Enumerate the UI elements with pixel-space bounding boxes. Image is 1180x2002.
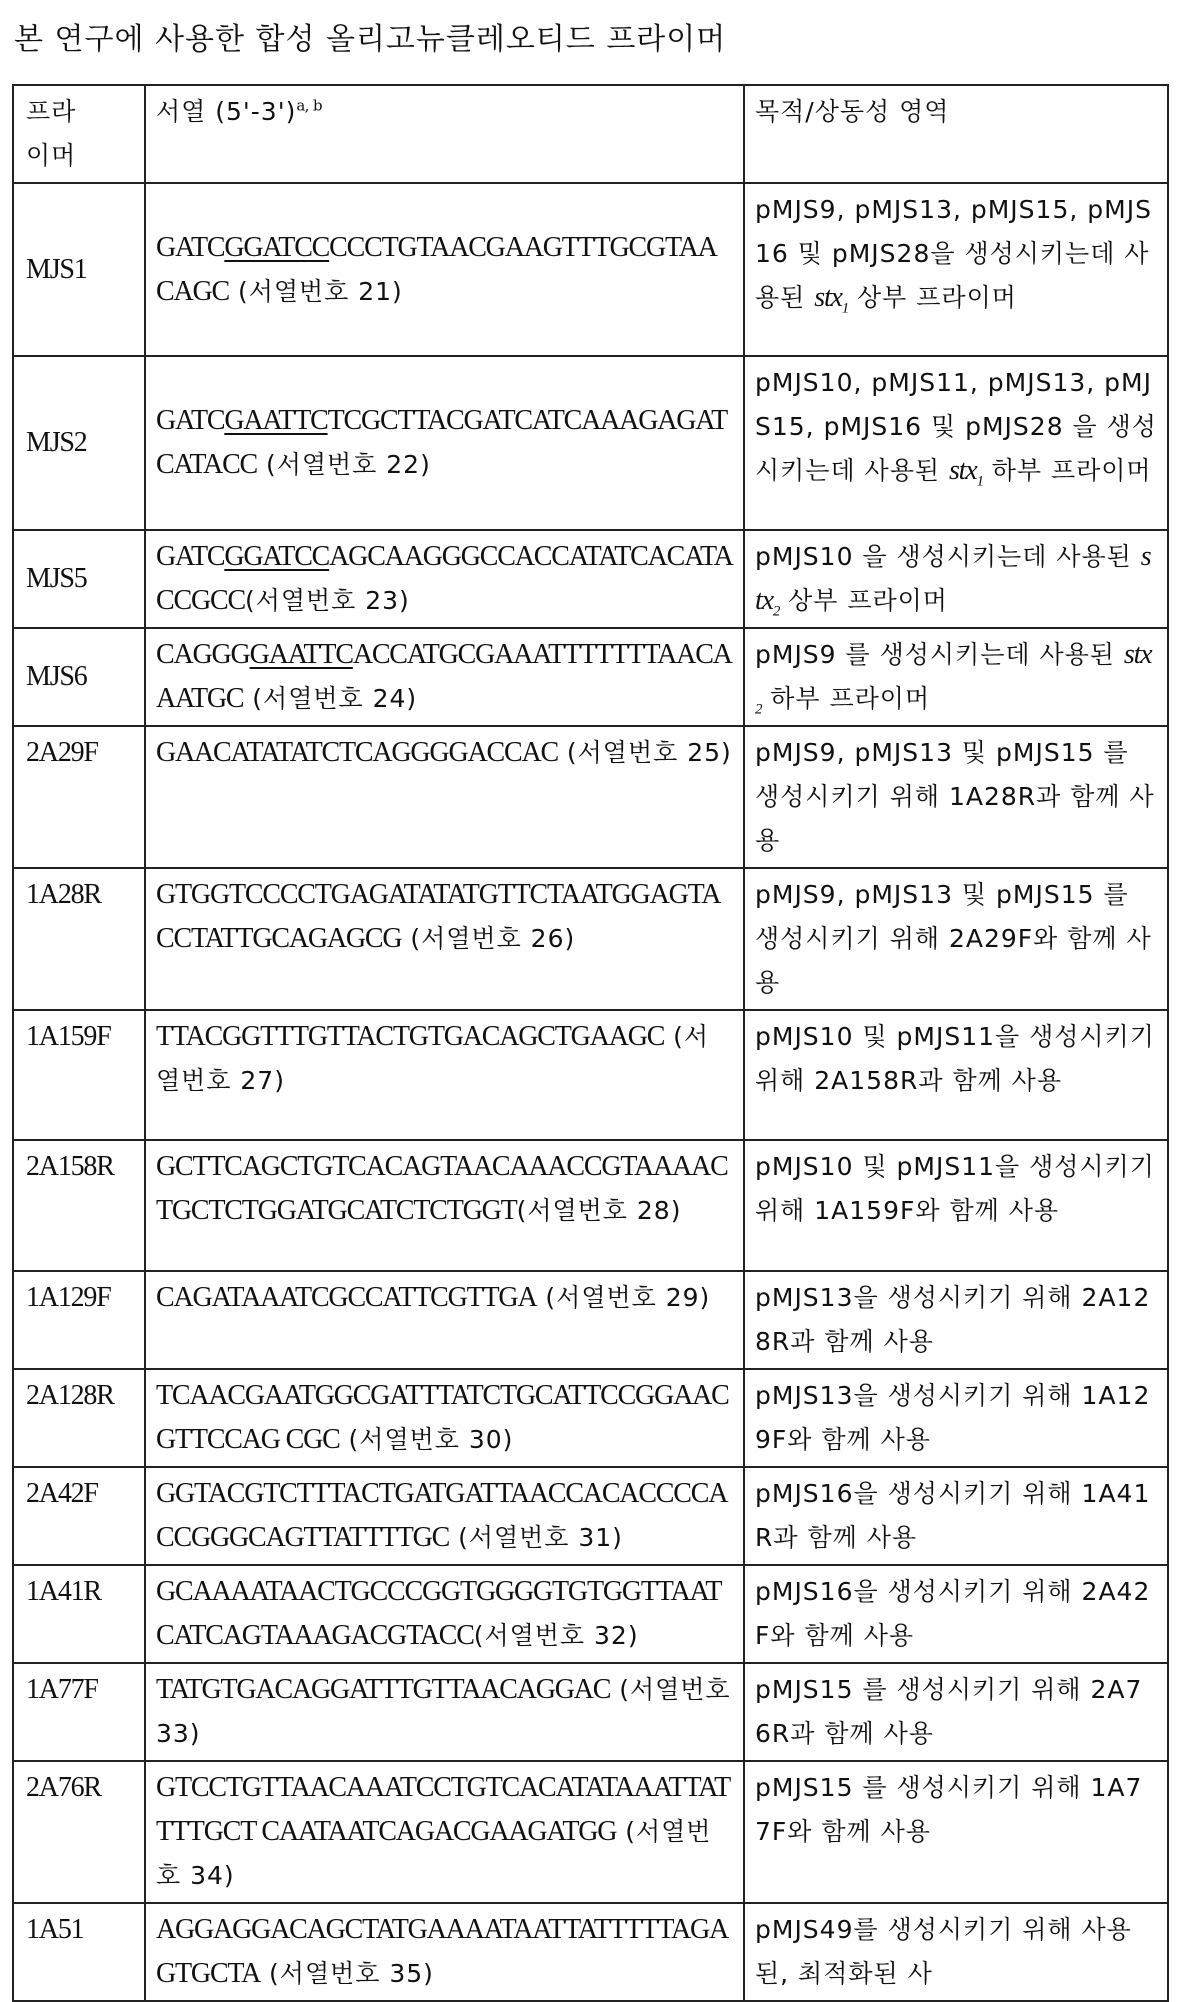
purpose-cell: pMJS9, pMJS13 및 pMJS15 를 생성시키기 위해 1A28R과 함께 사용: [744, 726, 1168, 868]
sequence-cell: [145, 1140, 744, 1271]
primer-name: MJS5: [13, 530, 145, 628]
gene-name: stx2: [755, 541, 1150, 616]
gene-name: stx2: [755, 639, 1151, 714]
sequence: GATCGAATTCTCGCTTACGATCATCAAAGAGATCATACC: [156, 405, 727, 480]
page-title: 본 연구에 사용한 합성 올리고뉴클레오티드 프라이머: [14, 14, 726, 58]
table-row: [13, 1903, 1168, 2001]
sequence-cell: [145, 1467, 744, 1565]
purpose-cell: pMJS49를 생성시키기 위해 사용된, 최적화된 사: [744, 1903, 1168, 2001]
sequence-cell: [145, 628, 744, 726]
seq-id: (서열번호 24): [243, 684, 417, 713]
sequence-cell: [145, 868, 744, 1010]
primer-name: MJS2: [13, 356, 145, 530]
primer-name: 1A159F: [13, 1010, 145, 1140]
purpose-cell: pMJS9, pMJS13, pMJS15, pMJS16 및 pMJS28을 생성시키는데 사용된 stx1 상부 프라이머: [744, 183, 1168, 356]
seq-id: (서열번호 27): [156, 1022, 709, 1095]
primer-name: 1A129F: [13, 1271, 145, 1369]
sequence-cell: [145, 1565, 744, 1663]
table-row: [13, 1271, 1168, 1369]
purpose-cell: pMJS9 를 생성시키는데 사용된 stx2 하부 프라이머: [744, 628, 1168, 726]
purpose-cell: pMJS16을 생성시키기 위해 1A41R과 함께 사용: [744, 1467, 1168, 1565]
table-row: [13, 1369, 1168, 1467]
primer-name: 1A28R: [13, 868, 145, 1010]
sequence: AGGAGGACAGCTATGAAAATAATTATTTTTAGAGTGCTA: [156, 1914, 728, 1989]
sequence-cell: [145, 726, 744, 868]
seq-id: (서열번호 28): [517, 1196, 682, 1225]
seq-id: (서열번호 30): [340, 1425, 514, 1454]
restriction-site: GAATTC: [224, 405, 327, 436]
primer-table: [12, 84, 1169, 2002]
restriction-site: GGATCC: [224, 541, 329, 572]
table-row: [13, 628, 1168, 726]
gene-name: stx1: [814, 282, 848, 313]
seq-id: (서열번호 32): [474, 1621, 639, 1650]
table-header-row: [13, 85, 1168, 183]
sequence: GCTTCAGCTGTCACAGTAACAAACCGTAAAACTGCTCTGGATGCATCTCTGGT: [156, 1151, 728, 1226]
seq-id: (서열번호 29): [536, 1283, 710, 1312]
gene-name: stx1: [949, 455, 983, 486]
sequence: GATCGGATCCAGCAAGGGCCACCATATCACATACCGCC: [156, 541, 733, 616]
sequence-cell: [145, 183, 744, 356]
sequence-cell: [145, 1010, 744, 1140]
header-purpose: 목적/상동성 영역: [744, 85, 1168, 183]
primer-name: 2A158R: [13, 1140, 145, 1271]
table-row: [13, 356, 1168, 530]
seq-id: (서열번호 23): [245, 586, 410, 615]
sequence: TCAACGAATGGCGATTTATCTGCATTCCGGAACGTTCCAG CGC: [156, 1380, 729, 1455]
seq-id: (서열번호 34): [156, 1817, 711, 1890]
purpose-cell: pMJS13을 생성시키기 위해 2A128R과 함께 사용: [744, 1271, 1168, 1369]
table-row: [13, 183, 1168, 356]
table-row: [13, 726, 1168, 868]
sequence: TATGTGACAGGATTTGTTAACAGGAC: [156, 1674, 610, 1705]
restriction-site: GAATTC: [250, 639, 353, 670]
purpose-cell: pMJS10, pMJS11, pMJS13, pMJS15, pMJS16 및 pMJS28 을 생성시키는데 사용된 stx1 하부 프라이머: [744, 356, 1168, 530]
seq-id: (서열번호 35): [260, 1959, 434, 1988]
primer-name: 1A77F: [13, 1663, 145, 1761]
seq-id: (서열번호 33): [156, 1675, 731, 1748]
sequence-cell: [145, 1271, 744, 1369]
sequence-cell: [145, 1663, 744, 1761]
seq-id: (서열번호 31): [449, 1523, 623, 1552]
sequence: GGTACGTCTTTACTGATGATTAACCACACCCCACCGGGCAGTTATTTTGC: [156, 1478, 727, 1553]
sequence: GCAAAATAACTGCCCGGTGGGGTGTGGTTAATCATCAGTAAAGACGTACC: [156, 1576, 721, 1651]
purpose-cell: pMJS13을 생성시키기 위해 1A129F와 함께 사용: [744, 1369, 1168, 1467]
sequence: GAACATATATCTCAGGGGACCAC: [156, 737, 558, 768]
table-row: [13, 1467, 1168, 1565]
seq-id: (서열번호 26): [401, 924, 575, 953]
table-row: [13, 868, 1168, 1010]
purpose-cell: pMJS10 및 pMJS11을 생성시키기 위해 2A158R과 함께 사용: [744, 1010, 1168, 1140]
table-row: [13, 1140, 1168, 1271]
header-primer: 프라 이머: [13, 85, 145, 183]
table-row: [13, 1010, 1168, 1140]
header-sequence: 서열 (5'-3')a, b: [145, 85, 744, 183]
purpose-cell: pMJS10 및 pMJS11을 생성시키기 위해 1A159F와 함께 사용: [744, 1140, 1168, 1271]
sequence: GTCCTGTTAACAAATCCTGTCACATATAAATTATTTTGCT CAATAATCAGACGAAGATGG: [156, 1772, 730, 1847]
seq-id: (서열번호 21): [229, 277, 403, 306]
sequence: TTACGGTTTGTTACTGTGACAGCTGAAGC: [156, 1021, 664, 1052]
table-row: [13, 1663, 1168, 1761]
primer-name: 1A41R: [13, 1565, 145, 1663]
sequence: GTGGTCCCCTGAGATATATGTTCTAATGGAGTACCTATTGCAGAGCG: [156, 879, 720, 954]
purpose-cell: pMJS15 를 생성시키기 위해 1A77F와 함께 사용: [744, 1761, 1168, 1903]
seq-id: (서열번호 25): [558, 738, 732, 767]
sequence: GATCGGATCCCCCTGTAACGAAGTTTGCGTAACAGC: [156, 232, 717, 307]
sequence-cell: [145, 530, 744, 628]
restriction-site: GGATCC: [224, 232, 329, 263]
sequence-cell: [145, 1369, 744, 1467]
table-row: [13, 530, 1168, 628]
purpose-cell: pMJS9, pMJS13 및 pMJS15 를 생성시키기 위해 2A29F와 함께 사용: [744, 868, 1168, 1010]
sequence-cell: [145, 1903, 744, 2001]
primer-name: 2A128R: [13, 1369, 145, 1467]
purpose-cell: pMJS16을 생성시키기 위해 2A42F와 함께 사용: [744, 1565, 1168, 1663]
sequence-cell: [145, 356, 744, 530]
primer-name: 2A29F: [13, 726, 145, 868]
table-row: [13, 1565, 1168, 1663]
primer-name: 2A42F: [13, 1467, 145, 1565]
purpose-cell: pMJS15 를 생성시키기 위해 2A76R과 함께 사용: [744, 1663, 1168, 1761]
primer-name: MJS6: [13, 628, 145, 726]
primer-name: 2A76R: [13, 1761, 145, 1903]
primer-name: MJS1: [13, 183, 145, 356]
sequence: CAGATAAATCGCCATTCGTTGA: [156, 1282, 536, 1313]
primer-name: 1A51: [13, 1903, 145, 2001]
sequence: CAGGGGAATTCACCATGCGAAATTTTTTTAACAAATGC: [156, 639, 732, 714]
seq-id: (서열번호 22): [257, 450, 431, 479]
purpose-cell: pMJS10 을 생성시키는데 사용된 stx2 상부 프라이머: [744, 530, 1168, 628]
